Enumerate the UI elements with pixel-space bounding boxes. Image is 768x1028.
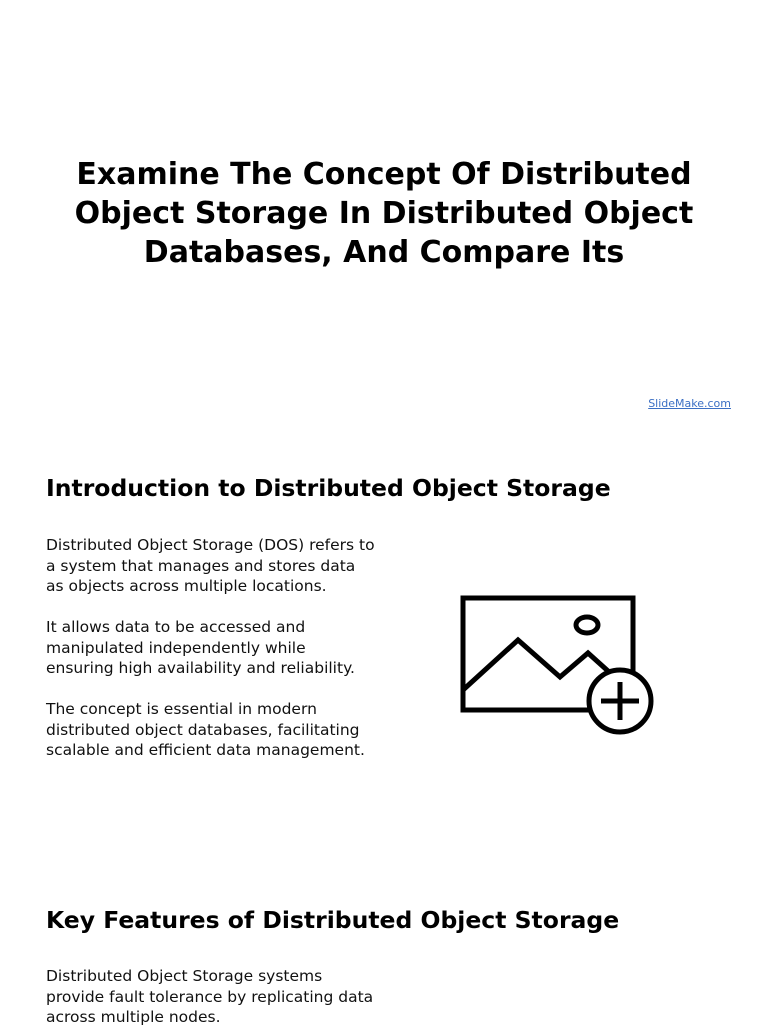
features-paragraph: Distributed Object Storage systems provide fault tolerance by replicating data across multiple nodes. xyxy=(46,967,374,1026)
features-text xyxy=(46,966,376,1028)
intro-text xyxy=(46,535,376,761)
page-title: Examine The Concept Of Distributed Object Storage In Distributed Object Databases, And Compare Its xyxy=(74,157,694,270)
intro-paragraph: Distributed Object Storage (DOS) refers to a system that manages and stores data as objects across multiple locations. xyxy=(46,536,375,595)
features-heading: Key Features of Distributed Object Storage xyxy=(46,906,620,934)
intro-section xyxy=(46,473,736,759)
image-add-icon xyxy=(460,595,660,735)
slidemake-link[interactable]: SlideMake.com xyxy=(648,397,731,410)
intro-paragraph: The concept is essential in modern distributed object databases, facilitating scalable and efficient data management. xyxy=(46,700,365,759)
title-slide xyxy=(0,0,768,432)
features-section xyxy=(46,905,736,1026)
intro-paragraph: It allows data to be accessed and manipulated independently while ensuring high availability and reliability. xyxy=(46,618,355,677)
intro-heading: Introduction to Distributed Object Storage xyxy=(46,474,611,502)
